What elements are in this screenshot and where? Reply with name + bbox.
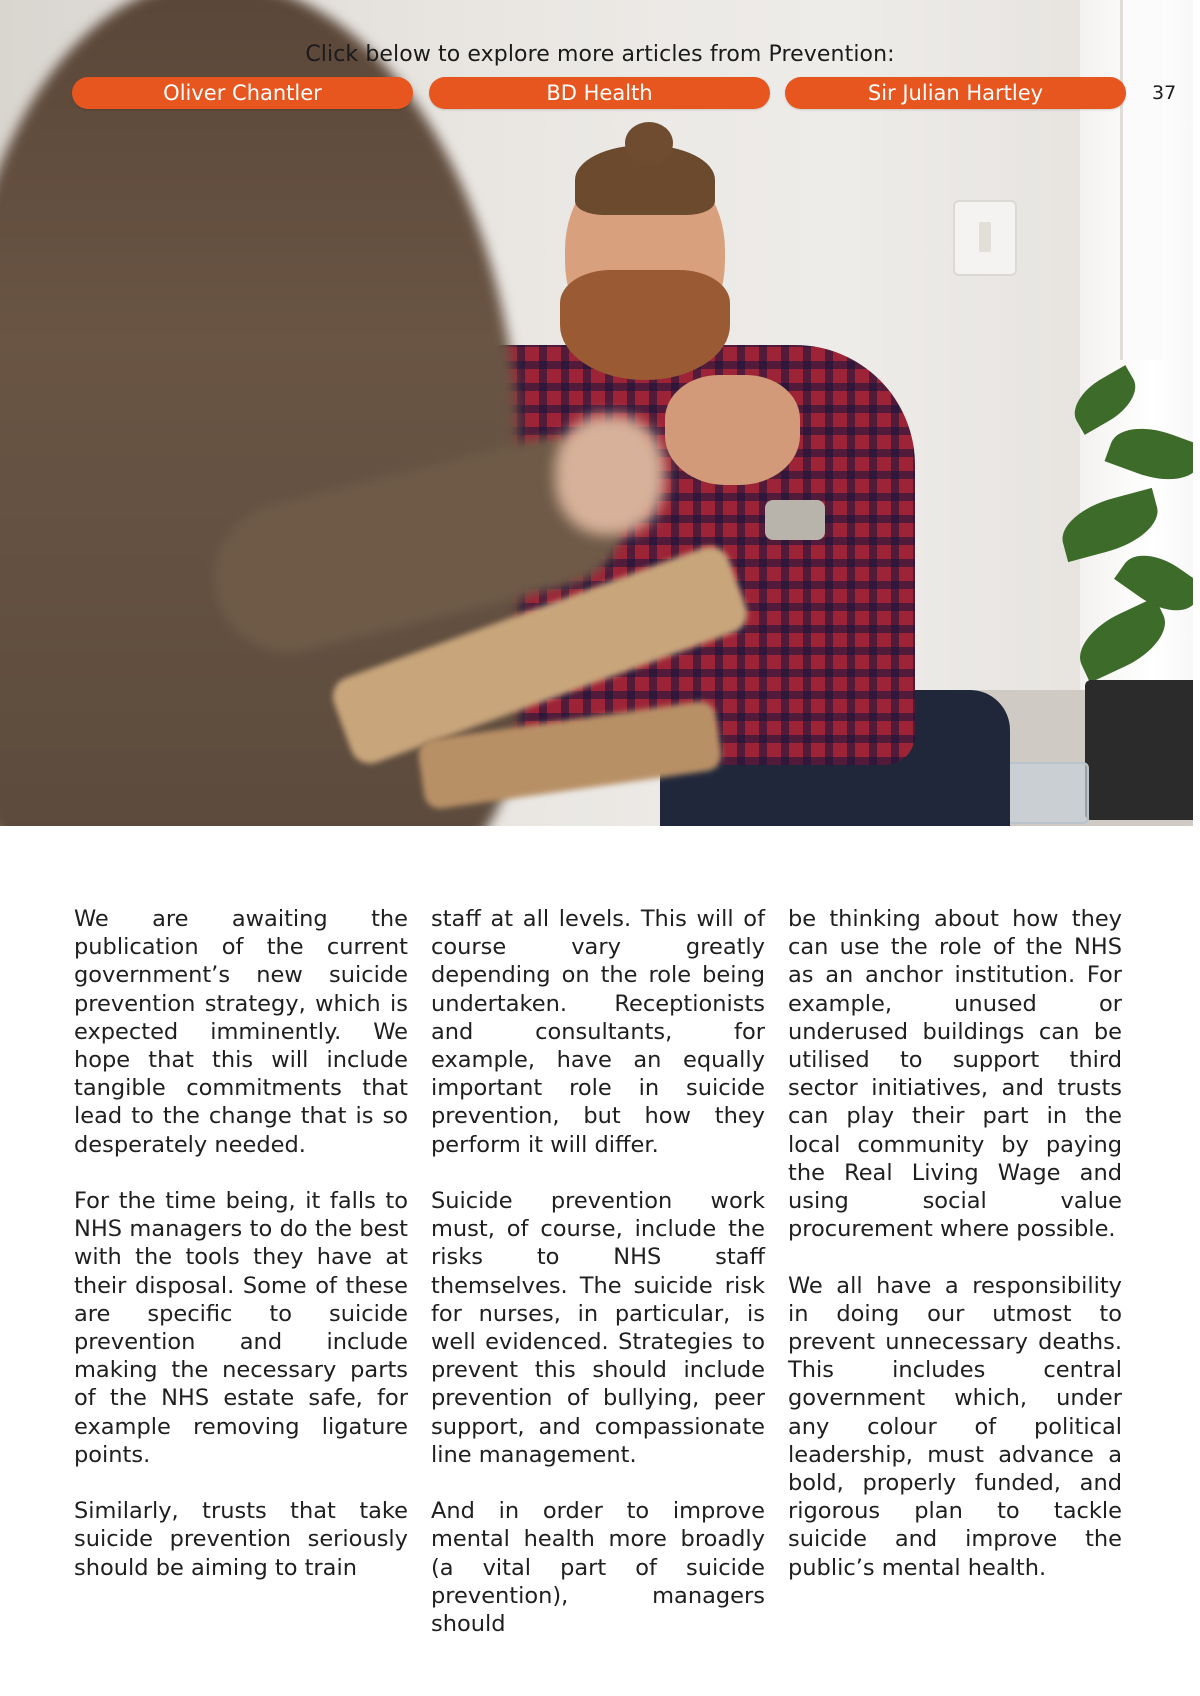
hero-man-hands bbox=[665, 375, 800, 485]
paragraph: Similarly, trusts that take suicide prevention seriously should be aiming to train bbox=[74, 1498, 408, 1581]
hero-woman-hand bbox=[555, 415, 665, 535]
article-link-bd-health[interactable]: BD Health bbox=[429, 77, 770, 109]
article-link-oliver-chantler[interactable]: Oliver Chantler bbox=[72, 77, 413, 109]
hero-man-hair-bun bbox=[625, 122, 673, 164]
paragraph: For the time being, it falls to NHS managers to do the best with the tools they have at their disposal. Some of these are specific to suicide prevention and include making the necessary parts of the NHS estate safe, for example removing ligature points. bbox=[74, 1188, 408, 1468]
page-number: 37 bbox=[1152, 82, 1177, 104]
article-column-2 bbox=[431, 905, 765, 1666]
hero-plant-pot bbox=[1085, 680, 1200, 820]
hero-photo-edge bbox=[1193, 0, 1200, 837]
hero-man-watch bbox=[765, 500, 825, 540]
explore-caption: Click below to explore more articles from Prevention: bbox=[305, 42, 895, 67]
paragraph: be thinking about how they can use the role of the NHS as an anchor institution. For example, unused or underused buildings can be utilised to support third sector initiatives, and trusts can play their part in the local community by paying the Real Living Wage and using social value procurement where possible. bbox=[788, 906, 1122, 1243]
hero-water-glass bbox=[1005, 762, 1089, 824]
paragraph: staff at all levels. This will of course vary greatly depending on the role being undertaken. Receptionists and consultants, for example, have an equally important role in suicide prevention, but how they perform it will differ. bbox=[431, 906, 765, 1158]
article-column-3 bbox=[788, 905, 1122, 1610]
paragraph: We are awaiting the publication of the current government’s new suicide prevention strategy, which is expected imminently. We hope that this will include tangible commitments that lead to the change that is so desperately needed. bbox=[74, 906, 408, 1158]
paragraph: And in order to improve mental health more broadly (a vital part of suicide prevention), managers should bbox=[431, 1498, 765, 1638]
article-links bbox=[72, 77, 1128, 109]
hero-light-switch bbox=[955, 202, 1015, 274]
hero-photo bbox=[0, 0, 1200, 837]
article-link-sir-julian-hartley[interactable]: Sir Julian Hartley bbox=[785, 77, 1126, 109]
article-column-1 bbox=[74, 905, 408, 1610]
hero-photo-bottom-edge bbox=[0, 826, 1200, 837]
paragraph: We all have a responsibility in doing our utmost to prevent unnecessary deaths. This includes central government which, under any colour of political leadership, must advance a bold, properly funded, and rigorous plan to tackle suicide and improve the public’s mental health. bbox=[788, 1272, 1122, 1581]
paragraph: Suicide prevention work must, of course, include the risks to NHS staff themselves. The suicide risk for nurses, in particular, is well evidenced. Strategies to prevent this should include prevention of bullying, peer support, and compassionate line management. bbox=[431, 1188, 765, 1468]
hero-man-beard bbox=[560, 270, 730, 380]
